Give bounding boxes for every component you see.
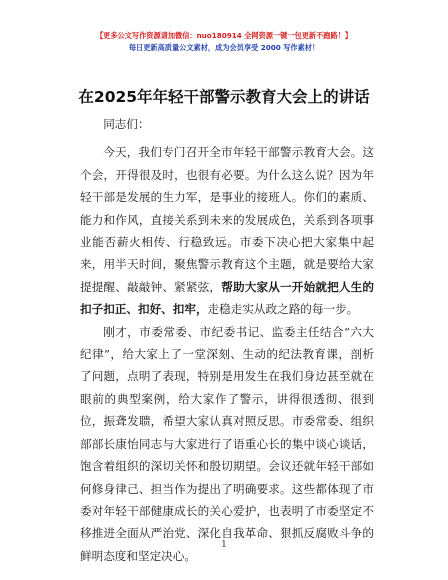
paragraph-1-text-b: 走稳走实从政之路的每一步。	[207, 302, 359, 317]
page-number: 1	[221, 540, 227, 550]
salutation: 同志们：	[103, 117, 150, 131]
paragraph-2: 刚才，市委常委、市纪委书记、监委主任结合“六大纪律”，给大家上了一堂深刻、生动的纪法教育课，剖析了问题，点明了表现，特别是用发生在我们身边甚至就在眼前的典型案例，给大家作了警示，讲得很透彻、很到位，振聋发聩，希望大家认真对照反思。市委常委、组织部部长康怡同志与大家进行了语重心长的集中谈心谈话，饱含着组织的深切关怀和殷切期望。会议还就年轻干部如何修身律己、担当作为提出了明确要求。这些都体现了市委对年轻干部健康成长的关心爱护，也表明了市委坚定不移推进全面从严治党、深化自我革命、狠抓反腐败斗争的鲜明态度和坚定决心。	[80, 324, 374, 563]
promo-banner	[0, 30, 448, 54]
promo-banner-line-1: 【更多公文写作资源请加微信：nuo180914 全网资源一键一包更新不跑路！】	[95, 31, 353, 40]
document-title: 在2025年年轻干部警示教育大会上的讲话	[78, 88, 370, 106]
document-body	[80, 113, 374, 567]
paragraph-1	[80, 141, 374, 320]
paragraph-1-bold-text: 帮助大家从一开始就把人生的扣子扣正、扣好、扣牢，	[80, 279, 374, 317]
promo-banner-line-2: 每日更新高质量公文素材，成为会员享受 2000 写作素材！	[128, 43, 320, 52]
paragraph-1-text-a: 今天，我们专门召开全市年轻干部警示教育大会。这个会，开得很及时，也很有必要。为什么这么说？因为年轻干部是发展的生力军，是事业的接班人。你们的素质、能力和作风，直接关系到未来的发展成色，关系到各项事业能否薪火相传、行稳致远。市委下决心把大家集中起来，用半天时间，聚焦警示教育这个主题，就是要给大家提提醒、敲敲钟、紧紧弦，	[80, 145, 374, 294]
